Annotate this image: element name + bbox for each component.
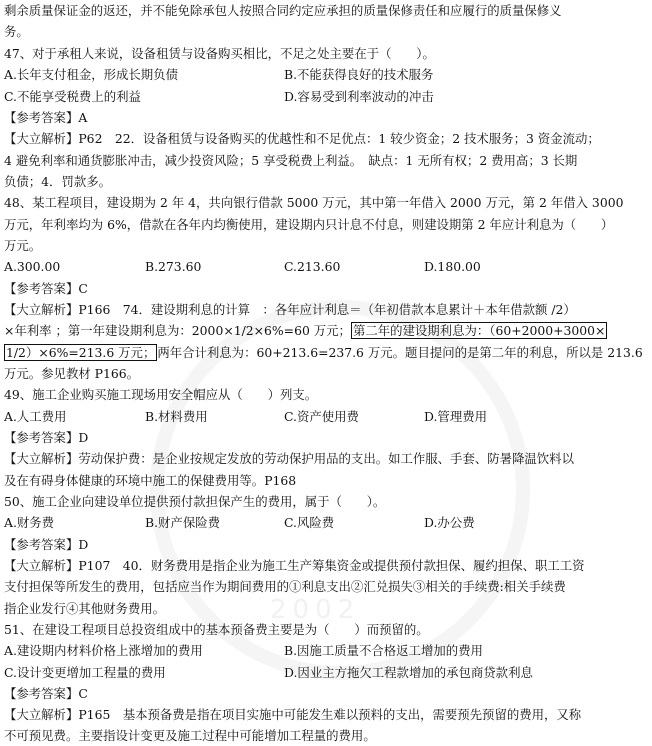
option-b: B.财产保险费: [145, 515, 220, 530]
option-c: C.不能享受税费上的利益: [4, 89, 141, 104]
answer-49: 【参考答案】D: [4, 430, 89, 445]
option-a: A.财务费: [4, 515, 55, 530]
question-47: 47、对于承租人来说，设备租赁与设备购买相比，不足之处主要在于（ ）。: [4, 46, 435, 61]
question-48-cont: 万元，年利率均为 6%，借款在各年内均衡使用，建设期内只计息不付息，则建设期第 2 年应计利息为（ ）: [4, 217, 614, 232]
question-49: 49、施工企业购买施工现场用安全帽应从（ ）列支。: [4, 387, 318, 402]
text-line: 务。: [4, 24, 29, 39]
question-51: 51、在建设工程项目总投资组成中的基本预备费主要是为（ ）而预留的。: [4, 622, 429, 637]
option-b: B.不能获得良好的技术服务: [284, 67, 434, 82]
option-a: A.300.00: [4, 259, 61, 274]
option-c: C.213.60: [284, 259, 341, 274]
text-line: 剩余质量保证金的返还，并不能免除承包人按照合同约定应承担的质量保修责任和应履行的质量保修义: [4, 3, 562, 18]
option-c: C.资产使用费: [284, 409, 359, 424]
explanation-line: 指企业发行④其他财务费用。: [4, 601, 166, 616]
answer-50: 【参考答案】D: [4, 537, 89, 552]
explanation-line: 【大立解析】P165 基本预备费是指在项目实施中可能发生难以预料的支出，需要预先预留的费用，又称: [4, 707, 582, 722]
explanation-line: 支付担保等所发生的费用，包括应当作为期间费用的①利息支出②汇兑损失③相关的手续费:相关手续费: [4, 579, 566, 594]
option-d: D.180.00: [424, 259, 481, 274]
explanation-line: 【大立解析】劳动保护费：是企业按规定发放的劳动保护用品的支出。如工作服、手套、防暑降温饮料以: [4, 451, 574, 466]
question-48: 48、某工程项目，建设期为 2 年 4，共向银行借款 5000 万元，其中第一年借入 2000 万元，第 2 年借入 3000: [4, 195, 624, 210]
explanation-line: 【大立解析】P107 40．财务费用是指企业为施工生产筹集资金或提供预付款担保、履约担保、职工工资: [4, 558, 585, 573]
option-d: D.因业主方拖欠工程款增加的承包商贷款利息: [284, 665, 533, 680]
option-c: C.设计变更增加工程量的费用: [4, 665, 166, 680]
explanation-fragment: ×年利率 ；第一年建设期利息为：2000×1/2×6%=60 万元；: [4, 323, 351, 338]
explanation-line: [4, 342, 650, 363]
answer-48: 【参考答案】C: [4, 281, 88, 296]
explanation-line: 万元。参见教材 P166。: [4, 366, 140, 381]
explanation-line: 【大立解析】P166 74．建设期利息的计算 ：各年应计利息＝（年初借款本息累计＋本年借款额 /2）: [4, 302, 576, 317]
question-48-cont: 万元。: [4, 238, 42, 253]
watermark-year: 2002: [270, 595, 361, 625]
explanation-line: 不可预见费。主要指设计变更及施工过程中可能增加工程量的费用。: [4, 728, 376, 743]
highlight-box: 1/2）×6%=213.6 万元；: [6, 345, 156, 360]
explanation-line: [4, 320, 650, 341]
option-d: D.办公费: [424, 515, 475, 530]
explanation-line: 4 避免利率和通货膨胀冲击，减少投资风险；5 享受税费上利益。 缺点：1 无所有权；2 费用高；3 长期: [4, 153, 578, 168]
option-c: C.风险费: [284, 515, 335, 530]
option-d: D.容易受到利率波动的冲击: [284, 89, 434, 104]
option-a: A.人工费用: [4, 409, 67, 424]
answer-47: 【参考答案】A: [4, 110, 88, 125]
option-d: D.管理费用: [424, 409, 487, 424]
option-b: B.273.60: [145, 259, 202, 274]
option-a: A.长年支付租金，形成长期负债: [4, 67, 178, 82]
explanation-fragment: 两年合计利息为：60+213.6=237.6 万元。题目提问的是第二年的利息，所以是 213.6: [157, 345, 643, 360]
highlight-box: 第二年的建设期利息为：（60+2000+3000×: [352, 323, 606, 338]
option-b: B.因施工质量不合格返工增加的费用: [284, 643, 483, 658]
explanation-line: 【大立解析】P62 22．设备租赁与设备购买的优越性和不足优点：1 较少资金；2 技术服务；3 资金流动；: [4, 131, 600, 146]
explanation-line: 及在有碍身体健康的环境中施工的保健费用等。P168: [4, 473, 297, 488]
explanation-line: 负债；4．罚款多。: [4, 174, 112, 189]
question-50: 50、施工企业向建设单位提供预付款担保产生的费用，属于（ ）。: [4, 494, 386, 509]
option-a: A.建设期内材料价格上涨增加的费用: [4, 643, 203, 658]
answer-51: 【参考答案】C: [4, 686, 88, 701]
option-b: B.材料费用: [145, 409, 208, 424]
